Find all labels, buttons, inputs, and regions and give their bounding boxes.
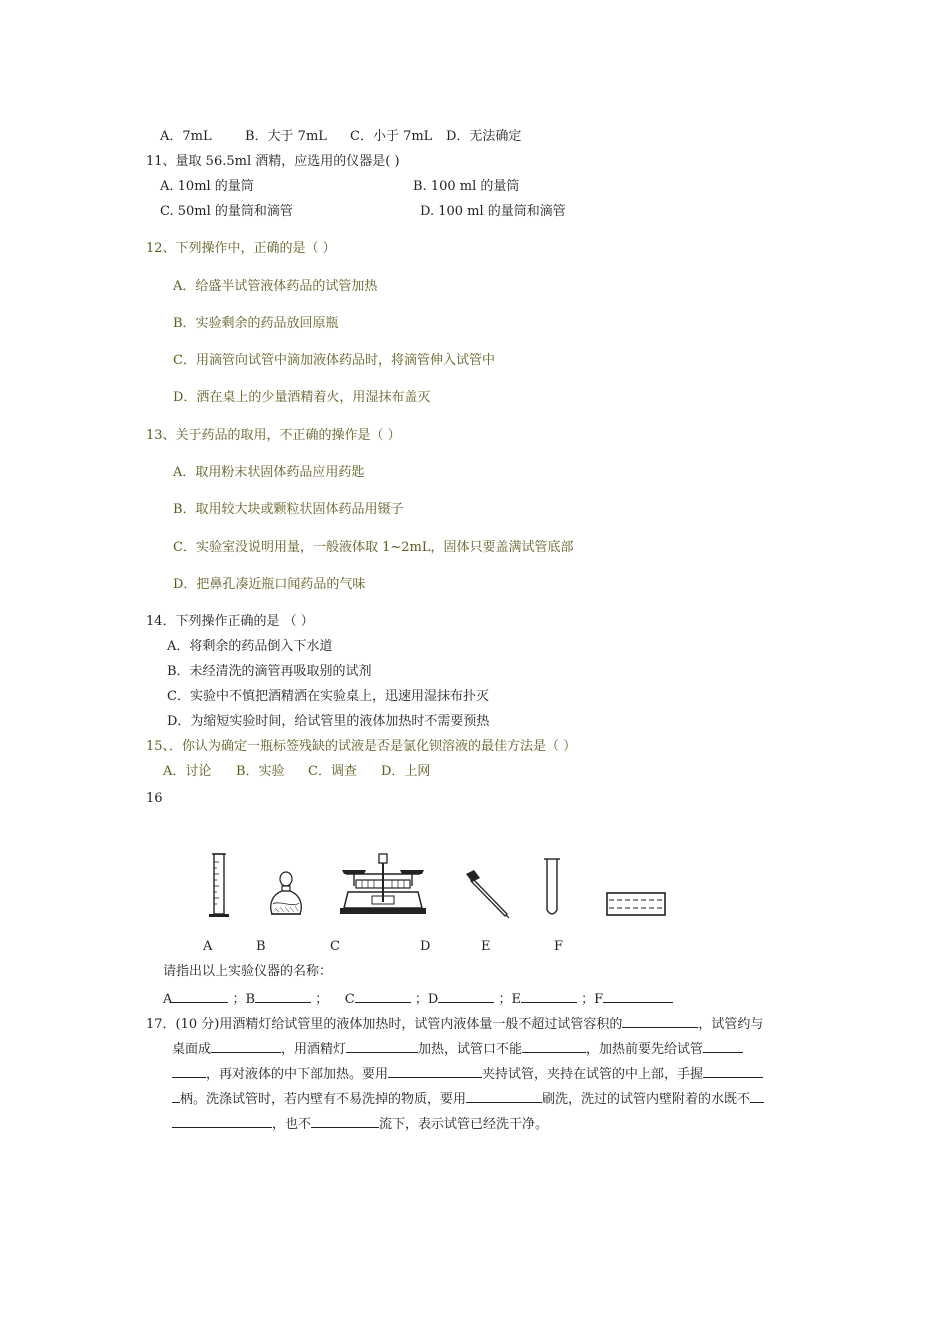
q15-stem: 15、．你认为确定一瓶标签残缺的试液是否是氯化钡溶液的最佳方法是（ ） — [146, 739, 577, 754]
q10-option-c: C．小于 7mL — [350, 129, 433, 144]
q14-option-c: C．实验中不慎把酒精洒在实验桌上，迅速用湿抹布扑灭 — [167, 689, 489, 704]
answer-label-f: ；F — [581, 992, 604, 1007]
q15-option-a: A．讨论 — [163, 764, 212, 779]
q12-option-c: C．用滴管向试管中滴加液体药品时，将滴管伸入试管中 — [173, 353, 495, 368]
q17-blank-5b[interactable] — [172, 1063, 206, 1078]
apparatus-label-b: B — [256, 939, 266, 954]
q13-option-a: A．取用粉末状固体药品应用药匙 — [173, 465, 365, 480]
q11-option-b: B. 100 ml 的量筒 — [413, 179, 520, 194]
apparatus-label-d: D — [420, 939, 431, 954]
q17-blank-1[interactable] — [622, 1013, 698, 1028]
water-trough-icon — [604, 890, 668, 920]
q14-option-a: A．将剩余的药品倒入下水道 — [167, 639, 333, 654]
q17-blank-9b[interactable] — [172, 1113, 272, 1128]
q14-stem: 14．下列操作正确的是 （ ） — [146, 614, 314, 629]
q17-text-5b: 流下，表示试管已经洗干净。 — [379, 1117, 549, 1132]
q17-blank-7b[interactable] — [172, 1088, 180, 1103]
q10-option-a: A．7mL — [160, 129, 212, 144]
q17-line-1 — [146, 1013, 763, 1034]
q17-text-2d: ，加热前要先给试管 — [586, 1042, 704, 1057]
q16-prompt: 请指出以上实验仪器的名称： — [163, 964, 333, 979]
test-tube-icon — [540, 855, 564, 921]
q13-option-c: C．实验室没说明用量，一般液体取 1~2mL，固体只要盖满试管底部 — [173, 540, 574, 555]
q17-text-5a: ，也不 — [272, 1117, 312, 1132]
q12-stem: 12、下列操作中，正确的是（ ） — [146, 241, 336, 256]
q17-blank-7a[interactable] — [703, 1063, 763, 1078]
q17-blank-3[interactable] — [346, 1038, 418, 1053]
q14-option-d: D．为缩短实验时间，给试管里的液体加热时不需要预热 — [167, 714, 490, 729]
q17-blank-4[interactable] — [522, 1038, 586, 1053]
q17-text-3a: ，再对液体的中下部加热。要用 — [206, 1067, 389, 1082]
apparatus-label-c: C — [330, 939, 340, 954]
q17-text-4a: 柄。洗涤试管时，若内壁有不易洗掉的物质，要用 — [180, 1092, 467, 1107]
q15-option-c: C．调查 — [308, 764, 357, 779]
q17-text-3b: 夹持试管，夹持在试管的中上部，手握 — [482, 1067, 704, 1082]
q12-option-b: B．实验剩余的药品放回原瓶 — [173, 316, 339, 331]
answer-blank-c[interactable] — [355, 988, 411, 1003]
balance-scale-icon — [338, 852, 428, 920]
answer-label-b: ；B — [232, 992, 256, 1007]
answer-label-d: ；D — [414, 992, 439, 1007]
q17-blank-5a[interactable] — [703, 1038, 743, 1053]
answer-blank-d[interactable] — [438, 988, 494, 1003]
q12-option-d: D．洒在桌上的少量酒精着火，用湿抹布盖灭 — [173, 390, 431, 405]
q17-blank-10[interactable] — [311, 1113, 379, 1128]
q17-line-2 — [172, 1038, 743, 1059]
answer-label-e: ；E — [498, 992, 521, 1007]
q11-option-c: C. 50ml 的量筒和滴管 — [160, 204, 293, 219]
q17-line-4 — [172, 1088, 764, 1109]
answer-label-a: A — [163, 992, 173, 1007]
apparatus-label-e: E — [481, 939, 491, 954]
q17-blank-8[interactable] — [466, 1088, 542, 1103]
q10-option-d: D．无法确定 — [446, 129, 522, 144]
q16-number: 16 — [146, 791, 163, 806]
q15-option-b: B．实验 — [236, 764, 285, 779]
q17-text-4b: 刷洗，洗过的试管内壁附着的水既不 — [542, 1092, 751, 1107]
answer-blank-e[interactable] — [521, 988, 577, 1003]
q17-text-2c: 加热，试管口不能 — [418, 1042, 523, 1057]
answer-label-c: C — [344, 992, 355, 1007]
q11-option-d: D. 100 ml 的量筒和滴管 — [420, 204, 566, 219]
q17-text-1b: ，试管约与 — [698, 1017, 764, 1032]
answer-blank-a[interactable] — [172, 988, 228, 1003]
q17-text-2b: ，用酒精灯 — [281, 1042, 347, 1057]
apparatus-label-f: F — [554, 939, 564, 954]
q13-option-d: D．把鼻孔凑近瓶口闻药品的气味 — [173, 577, 366, 592]
q14-option-b: B．未经清洗的滴管再吸取别的试剂 — [167, 664, 372, 679]
q11-stem: 11、量取 56.5ml 酒精，应选用的仪器是( ) — [146, 154, 400, 169]
q17-text-2a: 桌面成 — [172, 1042, 212, 1057]
q17-line-3 — [172, 1063, 763, 1084]
q15-option-d: D．上网 — [381, 764, 431, 779]
q12-option-a: A．给盛半试管液体药品的试管加热 — [173, 279, 378, 294]
dropper-icon — [462, 868, 512, 920]
alcohol-lamp-icon — [265, 862, 307, 918]
measuring-cylinder-icon — [205, 850, 235, 920]
apparatus-label-a: A — [203, 939, 213, 954]
q13-stem: 13、关于药品的取用，不正确的操作是（ ） — [146, 428, 401, 443]
q17-text-1a: 17．(10 分)用酒精灯给试管里的液体加热时，试管内液体量一般不超过试管容积的 — [146, 1017, 623, 1032]
q11-option-a: A. 10ml 的量筒 — [160, 179, 254, 194]
q16-answer-row — [163, 988, 673, 1009]
q17-blank-2[interactable] — [211, 1038, 281, 1053]
q17-blank-6[interactable] — [388, 1063, 482, 1078]
answer-blank-f[interactable] — [603, 988, 673, 1003]
answer-sep: ； — [315, 992, 329, 1007]
q17-blank-9a[interactable] — [750, 1088, 764, 1103]
q17-line-5 — [172, 1113, 548, 1134]
answer-blank-b[interactable] — [255, 988, 311, 1003]
q13-option-b: B．取用较大块或颗粒状固体药品用镊子 — [173, 502, 404, 517]
q10-option-b: B．大于 7mL — [245, 129, 327, 144]
